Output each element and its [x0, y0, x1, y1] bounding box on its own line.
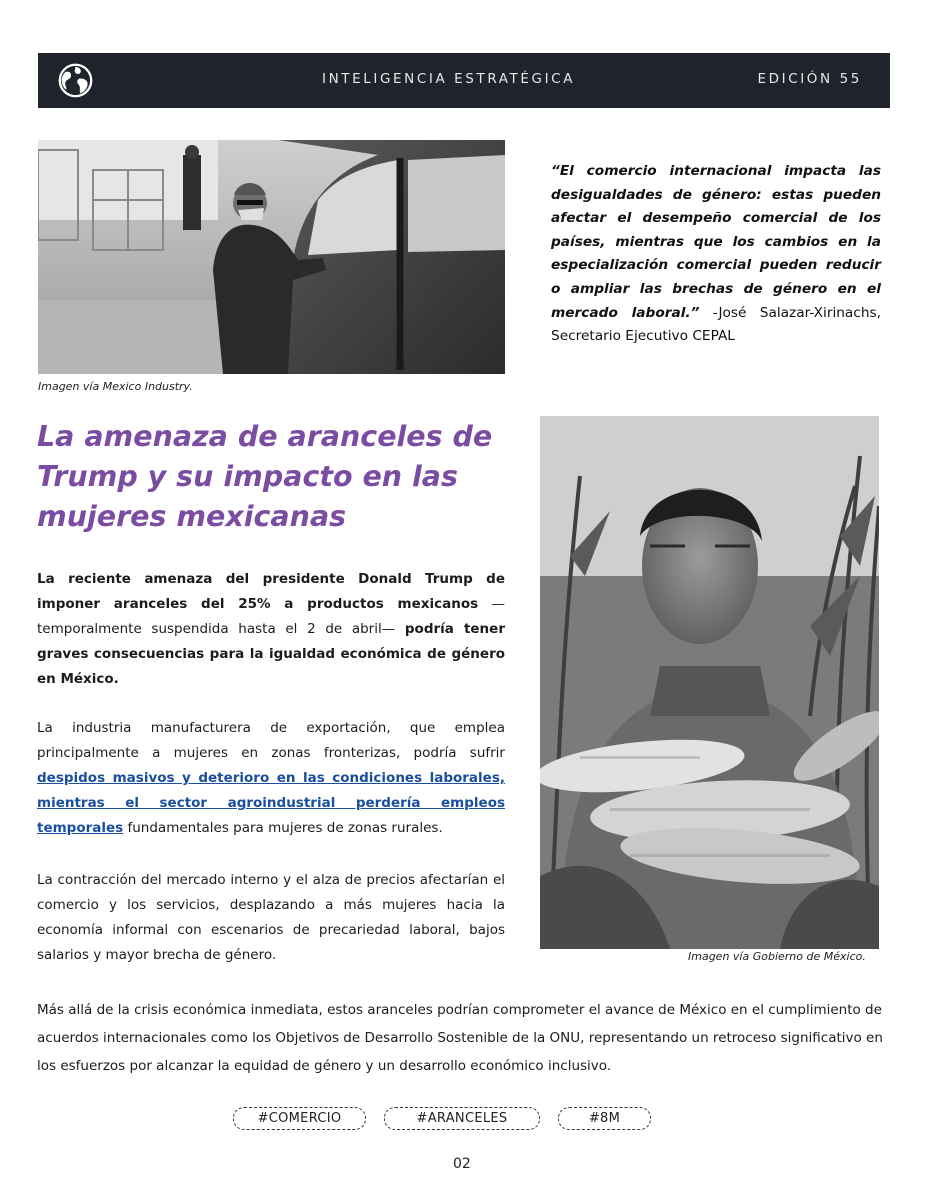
- factory-photo-caption: Imagen vía Mexico Industry.: [38, 380, 193, 393]
- lead-normal: — temporalmente suspendida hasta el 2 de abril—: [37, 596, 506, 637]
- quote-text: “El comercio internacional impacta las desigualdades de género: estas pueden afectar el desempeño comercial de los países, mientras que los cambios en la especialización comercial pueden reducir o ampliar las brechas de género en el mercado laboral.”: [551, 163, 881, 321]
- article-headline: La amenaza de aranceles de Trump y su impacto en las mujeres mexicanas: [37, 420, 493, 533]
- newsletter-title: INTELIGENCIA ESTRATÉGICA: [322, 71, 576, 87]
- lead-paragraph: [37, 567, 505, 692]
- closing-paragraph: Más allá de la crisis económica inmediata, estos aranceles podrían comprometer el avance de México en el cumplimiento de acuerdos internacionales como los Objetivos de Desarrollo Sostenible de la ONU, representando un retroceso significativo en los esfuerzos por alcanzar la equidad de género y un desarrollo económico inclusivo.: [37, 1002, 883, 1074]
- pull-quote: [551, 160, 881, 349]
- tag-comercio[interactable]: #COMERCIO: [233, 1107, 366, 1130]
- page-number: 02: [453, 1156, 471, 1172]
- edition-label: EDICIÓN 55: [757, 71, 862, 87]
- source-link[interactable]: despidos masivos y deterioro en las condiciones laborales, mientras el sector agroindustrial perdería empleos temporales: [37, 770, 505, 836]
- body-paragraph-3: La contracción del mercado interno y el alza de precios afectarían el comercio y los servicios, desplazando a más mujeres hacia la economía informal con escenarios de precariedad laboral, bajos salarios y mayor brecha de género.: [37, 872, 505, 963]
- farmer-photo-caption: Imagen vía Gobierno de México.: [688, 950, 866, 963]
- body-paragraph-2: [37, 716, 505, 841]
- farmer-corn-photo: [540, 416, 879, 949]
- factory-worker-photo: [38, 140, 505, 374]
- globe-icon: [57, 62, 94, 99]
- p2-end: fundamentales para mujeres de zonas rurales.: [123, 820, 443, 836]
- p2-start: La industria manufacturera de exportación, que emplea principalmente a mujeres en zonas fronterizas, podría sufrir: [37, 720, 505, 761]
- tag-aranceles[interactable]: #ARANCELES: [384, 1107, 540, 1130]
- lead-bold-a: La reciente amenaza del presidente Donald Trump de imponer aranceles del 25% a productos mexicanos: [37, 571, 505, 612]
- tag-8m[interactable]: #8M: [558, 1107, 651, 1130]
- quote-attribution: -José Salazar-Xirinachs, Secretario Ejecutivo CEPAL: [551, 304, 881, 345]
- lead-bold-b: podría tener graves consecuencias para la igualdad económica de género en México.: [37, 621, 505, 687]
- header-bar: [38, 53, 890, 108]
